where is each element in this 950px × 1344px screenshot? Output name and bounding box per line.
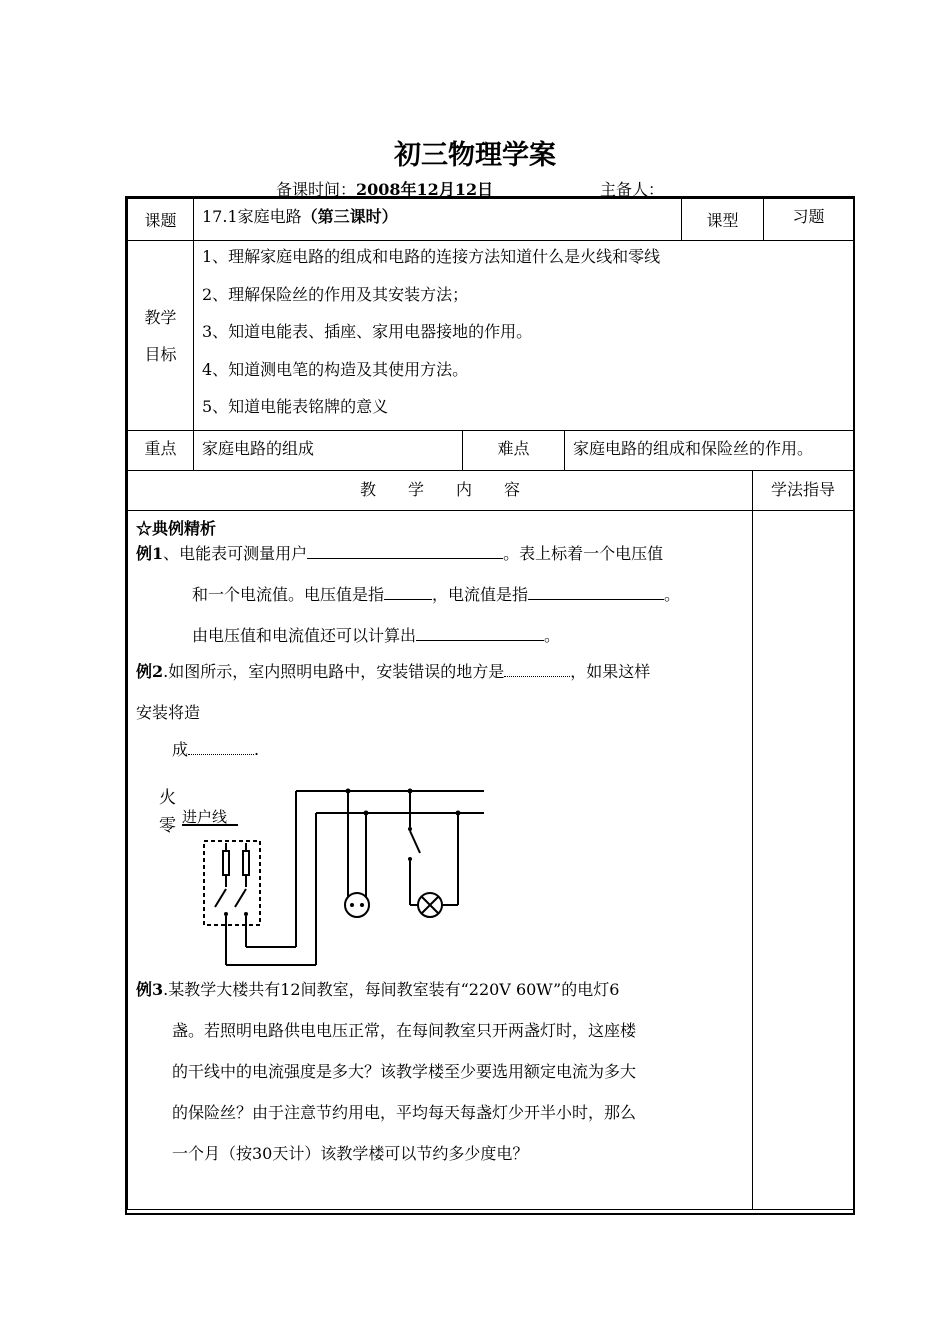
example-1-text: 和一个电流值。电压值是指 [192,585,385,604]
example-2-line-2: 安装将造 [136,703,201,722]
topic-label: 课题 [144,211,177,230]
socket-hole [350,903,354,907]
switch-box [204,841,260,925]
goal-item: 4、知道测电笔的构造及其使用方法。 [202,359,469,379]
blank-field[interactable] [416,622,544,641]
lesson-plan-table [127,198,854,1210]
circuit-diagram [158,779,488,979]
example-2-label: 例2 [136,662,164,681]
example-1-line-3 [192,622,560,646]
goals-label-cell [128,241,194,431]
example-1-text: 。 [664,585,681,604]
goals-label-line2: 目标 [144,344,177,364]
goal-item: 2、理解保险丝的作用及其安装方法； [202,284,469,304]
example-3-text: .某教学大楼共有12间教室，每间教室装有“220V 60W”的电灯6 [163,980,620,999]
type-label: 课型 [706,211,739,230]
blank-field[interactable] [504,660,570,677]
teaching-content [128,511,752,1209]
type-value-cell [764,199,854,241]
example-3-line-3: 的干线中的电流强度是多大？该教学楼至少要选用额定电流为多大 [172,1062,637,1081]
guide-label: 学法指导 [771,480,836,499]
lamp-switch-blade [410,831,420,853]
blank-field[interactable] [188,738,254,755]
topic-label-cell [128,199,194,241]
prep-time-label: 备课时间： [276,180,357,199]
blank-field[interactable] [307,540,503,559]
hard-value: 家庭电路的组成和保险丝的作用。 [573,439,814,458]
fuse-left [223,851,229,875]
entry-wire-label: 进户线 [182,808,228,826]
blank-field[interactable] [528,581,664,600]
example-2-line-1 [136,659,650,682]
document-title: 初三物理学案 [394,140,556,171]
example-1-label: 例1 [136,544,164,563]
goal-item: 3、知道电能表、插座、家用电器接地的作用。 [202,322,533,341]
example-3-line-1 [136,977,619,1000]
goals-label-line1: 教学 [144,307,177,327]
switch-blade-left [215,889,226,907]
key-value: 家庭电路的组成 [202,439,315,458]
switch-contact [408,857,412,861]
blank-field[interactable] [384,581,432,600]
switch-contact [224,912,228,916]
preparer-label: 主备人： [600,180,665,199]
example-3-line-4: 的保险丝？由于注意节约用电，平均每天每盏灯少开半小时，那么 [172,1103,637,1122]
goals-list [194,241,854,431]
example-1-text: 。 [544,626,561,645]
example-2-text: . [254,740,260,759]
example-2-text: ，如果这样 [570,662,651,681]
type-label-cell [682,199,764,241]
guide-column-cell [753,511,854,1210]
example-1-line-2 [192,581,680,605]
hard-label: 难点 [497,439,530,458]
fuse-right [243,851,249,875]
live-wire-label: 火 [159,788,176,808]
topic-value-cell [194,199,682,241]
guide-header-cell [753,471,854,511]
key-label-cell [128,431,194,471]
example-2-line-3 [172,737,259,760]
section-title: ☆典例精析 [136,519,217,538]
neutral-wire-label: 零 [159,816,176,836]
key-label: 重点 [144,439,177,458]
teaching-content-label: 教 学 内 容 [360,480,521,499]
example-2-text: 成 [172,740,189,759]
switch-contact [244,912,248,916]
topic-value: 17.1家庭电路 [202,207,302,226]
hard-value-cell [565,431,854,471]
prep-time [276,177,493,200]
goal-item: 5、知道电能表铭牌的意义 [202,397,389,416]
example-2-text: .如图所示，室内照明电路中，安装错误的地方是 [163,662,505,681]
topic-session: （第三课时） [301,207,398,226]
example-1-text: ，电流值是指 [432,585,529,604]
key-value-cell [194,431,463,471]
goal-item: 1、理解家庭电路的组成和电路的连接方法知道什么是火线和零线 [202,247,661,266]
example-1-text: 、电能表可测量用户 [163,544,308,563]
example-1-line-1 [136,540,663,564]
example-3-line-5: 一个月（按30天计）该教学楼可以节约多少度电？ [172,1144,529,1163]
example-1-text: 由电压值和电流值还可以计算出 [192,626,417,645]
example-3-label: 例3 [136,980,164,999]
socket-hole [360,903,364,907]
type-value: 习题 [792,207,825,226]
hard-label-cell [463,431,565,471]
content-header-cell [128,471,753,511]
example-3-line-2: 盏。若照明电路供电电压正常，在每间教室只开两盏灯时，这座楼 [172,1021,637,1040]
socket-icon [345,893,369,917]
switch-blade-right [235,889,246,907]
teaching-content-cell [128,511,753,1210]
switch-contact [408,827,412,831]
example-1-text: 。表上标着一个电压值 [503,544,664,563]
prep-date: 2008年12月12日 [356,180,494,199]
